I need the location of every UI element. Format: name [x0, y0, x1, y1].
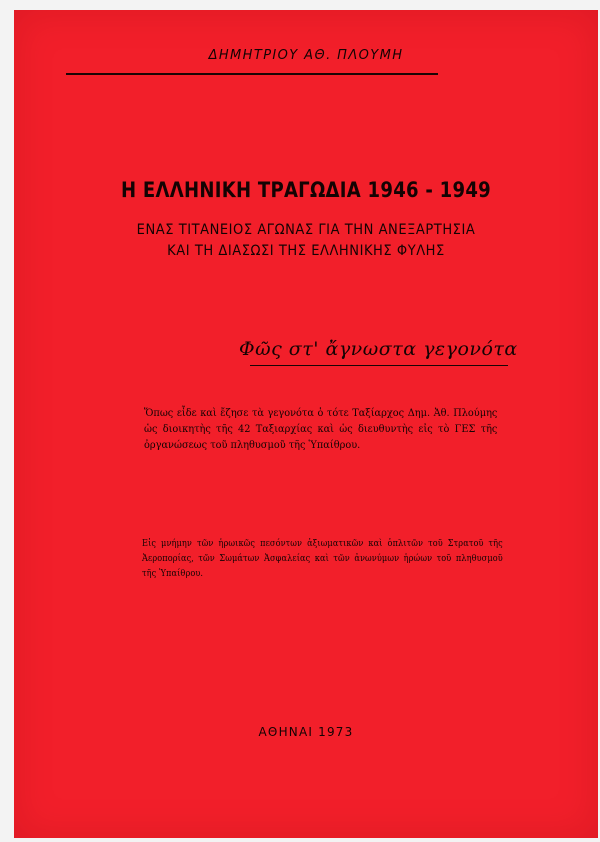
author-underline [66, 73, 438, 75]
tagline-underline [250, 365, 508, 366]
place-and-year: ΑΘΗΝΑΙ 1973 [258, 725, 354, 739]
intro-paragraph: Ὅπως εἶδε καὶ ἔζησε τὰ γεγονότα ὁ τότε Ταξίαρχος Δημ. Ἀθ. Πλούμης ὡς διοικητὴς τῆς 42 Ταξιαρχίας καὶ ὡς διευθυντὴς εἰς τὸ ΓΕΣ τῆς ὀργανώσεως τοῦ πληθυσμοῦ τῆς Ὑπαίθρου. [144, 407, 498, 451]
author-name: ΔΗΜΗΤΡΙΟΥ ΑΘ. ΠΛΟΥΜΗ [208, 48, 404, 63]
book-title: Η ΕΛΛΗΝΙΚΗ ΤΡΑΓΩΔΙΑ 1946 - 1949 [120, 178, 491, 202]
subtitle-line-1: ΕΝΑΣ ΤΙΤΑΝΕΙΟΣ ΑΓΩΝΑΣ ΓΙΑ ΤΗΝ ΑΝΕΞΑΡΤΗΣΙΑ [136, 222, 476, 238]
subtitle-line-2: ΚΑΙ ΤΗ ΔΙΑΣΩΣΙ ΤΗΣ ΕΛΛΗΝΙΚΗΣ ΦΥΛΗΣ [167, 243, 445, 259]
tagline: Φῶς στ' ἄγνωστα γεγονότα [239, 338, 518, 360]
book-cover [14, 10, 598, 838]
dedication-paragraph: Εἰς μνήμην τῶν ἡρωικῶς πεσόντων ἀξιωματικῶν καὶ ὁπλιτῶν τοῦ Στρατοῦ τῆς Ἀεροπορίας, τῶν Σωμάτων Ἀσφαλείας καὶ τῶν ἀνωνύμων ἡρώων τοῦ πληθυσμοῦ τῆς Ὑπαίθρου. [142, 539, 503, 579]
